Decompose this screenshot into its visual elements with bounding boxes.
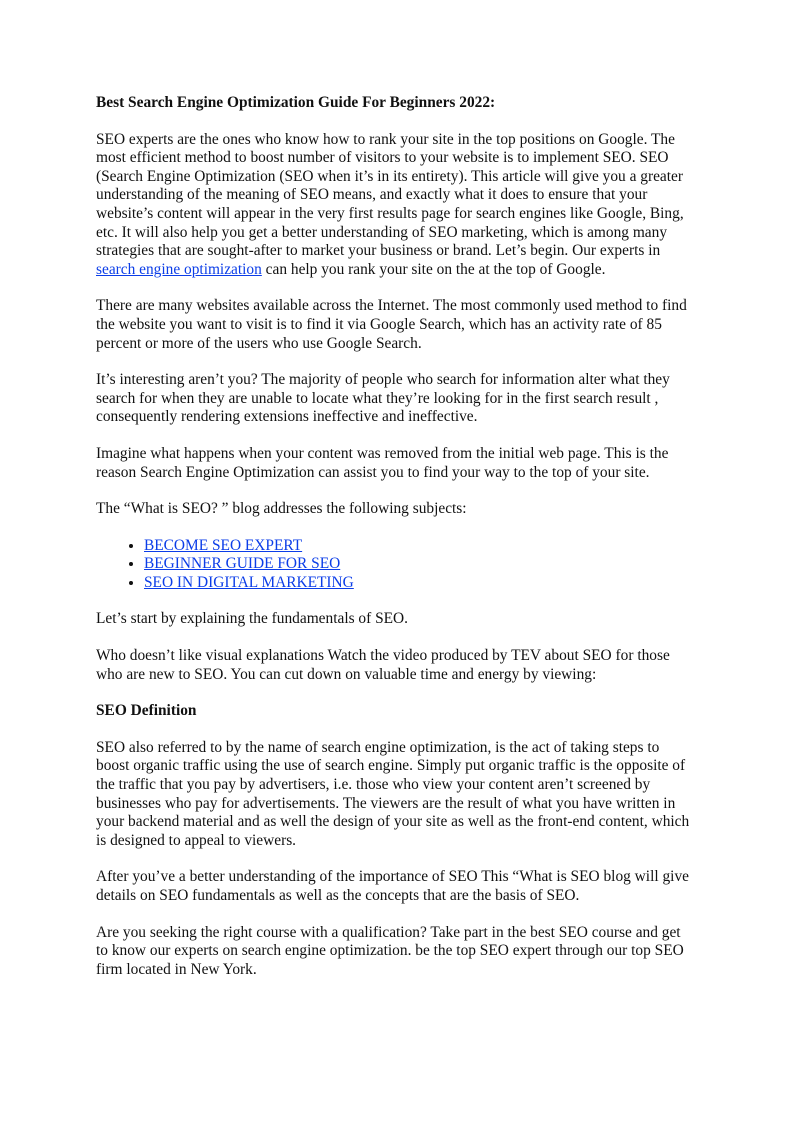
seo-link[interactable]: search engine optimization	[96, 260, 262, 278]
paragraph-fundamentals: Let’s start by explaining the fundamentals of SEO.	[96, 610, 409, 628]
paragraph-course: Are you seeking the right course with a qualification? Take part in the best SEO course and get to know our experts on search engine optimization. be the top SEO expert through our top SEO firm located in New York.	[96, 923, 684, 978]
paragraph-blog-subjects: The “What is SEO? ” blog addresses the following subjects:	[96, 500, 467, 518]
document-title: Best Search Engine Optimization Guide For Beginners 2022:	[96, 94, 496, 111]
paragraph-video: Who doesn’t like visual explanations Watch the video produced by TEV about SEO for those who are new to SEO. You can cut down on valuable time and energy by viewing:	[96, 647, 670, 683]
seo-digital-marketing-link[interactable]: SEO IN DIGITAL MARKETING	[144, 573, 354, 591]
paragraph-interesting: It’s interesting aren’t you? The majority of people who search for information alter what they search for when they are unable to locate what they’re looking for in the first search result , consequently rendering extensions ineffective and ineffective.	[96, 371, 670, 426]
beginner-guide-link[interactable]: BEGINNER GUIDE FOR SEO	[144, 555, 341, 573]
paragraph-imagine: Imagine what happens when your content was removed from the initial web page. This is the reason Search Engine Optimization can assist you to find your way to the top of your site.	[96, 444, 669, 481]
list-item	[144, 574, 696, 593]
topics-list	[96, 537, 696, 593]
document-page	[96, 94, 696, 997]
paragraph-understanding: After you’ve a better understanding of the importance of SEO This “What is SEO blog will give details on SEO fundamentals as well as the concepts that are the basis of SEO.	[96, 868, 689, 904]
paragraph-websites: There are many websites available across the Internet. The most commonly used method to find the website you want to visit is to find it via Google Search, which has an activity rate of 85 percent or more of the users who use Google Search.	[96, 297, 687, 352]
section-heading: SEO Definition	[96, 702, 197, 720]
intro-text-after-link: can help you rank your site on the at the top of Google.	[261, 260, 606, 278]
list-item	[144, 537, 696, 556]
paragraph-definition: SEO also referred to by the name of search engine optimization, is the act of taking steps to boost organic traffic using the use of search engine. Simply put organic traffic is the opposite of the traffic that you pay by advertisers, i.e. those who view your content aren’t screened by businesses who pay for advertisements. The viewers are the result of what you have written in your backend material and as well the design of your site as well as the front-end content, which is designed to appeal to viewers.	[96, 738, 690, 849]
intro-text-before-link: SEO experts are the ones who know how to rank your site in the top positions on Google. The most efficient method to boost number of visitors to your website is to implement SEO. SEO (Search Engine Optimization (SEO when it’s in its entirety). This article will give you a greater understanding of the meaning of SEO means, and exactly what it does to ensure that your website’s content will appear in the very first results page for search engines like Google, Bing, etc. It will also help you get a better understanding of SEO marketing, which is among many strategies that are sought-after to market your business or brand. Let’s begin. Our experts in	[96, 130, 684, 260]
become-seo-expert-link[interactable]: BECOME SEO EXPERT	[144, 536, 303, 554]
intro-paragraph	[96, 131, 696, 280]
list-item	[144, 555, 696, 574]
